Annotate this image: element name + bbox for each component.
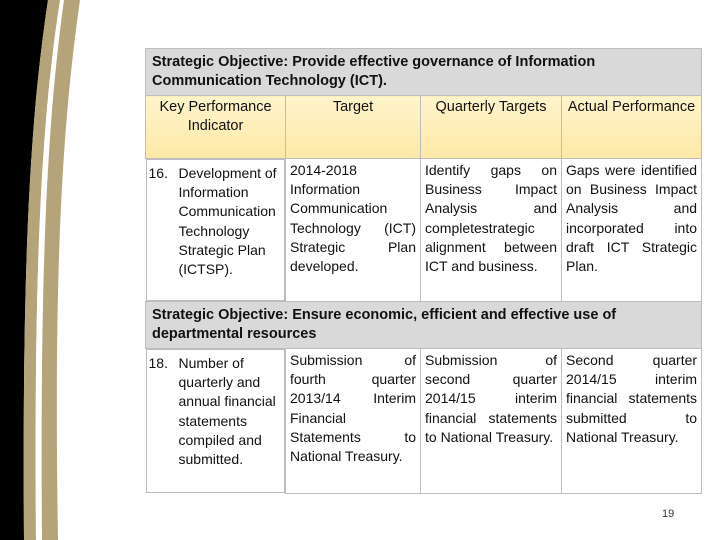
performance-table [145,48,702,494]
header-target: Target [286,96,421,159]
actual-performance-cell: Second quarter 2014/15 interim financial statements submitted to National Treasury. [562,349,702,494]
header-actual-performance: Actual Performance [562,96,702,159]
strategic-objective-2: Strategic Objective: Ensure economic, efficient and effective use of departmental resources [146,302,702,349]
objective-row-2 [146,302,702,349]
table-row [146,159,702,302]
header-row [146,96,702,159]
objective-row-1 [146,49,702,96]
quarterly-target-cell: Identify gaps on Business Impact Analysis and completestrategic alignment between ICT and business. [421,159,562,302]
target-cell: Submission of fourth quarter 2013/14 Interim Financial Statements to National Treasury. [286,349,421,494]
header-kpi: Key Performance Indicator [146,96,286,159]
kpi-number: 18. [148,355,168,371]
target-cell: 2014-2018 Information Communication Technology (ICT) Strategic Plan developed. [286,159,421,302]
kpi-cell [146,159,286,301]
kpi-text: Development of Information Communication Technology Strategic Plan (ICTSP). [178,165,277,278]
kpi-number: 16. [148,165,168,181]
strategic-objective-1: Strategic Objective: Provide effective governance of Information Communication Technology (ICT). [146,49,702,96]
kpi-cell [146,349,286,493]
decorative-side-band [0,0,100,540]
page-number: 19 [662,508,675,520]
table-row [146,349,702,494]
quarterly-target-cell: Submission of second quarter 2014/15 interim financial statements to National Treasury. [421,349,562,494]
header-quarterly-targets: Quarterly Targets [421,96,562,159]
actual-performance-cell: Gaps were identified on Business Impact Analysis and incorporated into draft ICT Strategic Plan. [562,159,702,302]
kpi-text: Number of quarterly and annual financial statements compiled and submitted. [178,355,276,468]
